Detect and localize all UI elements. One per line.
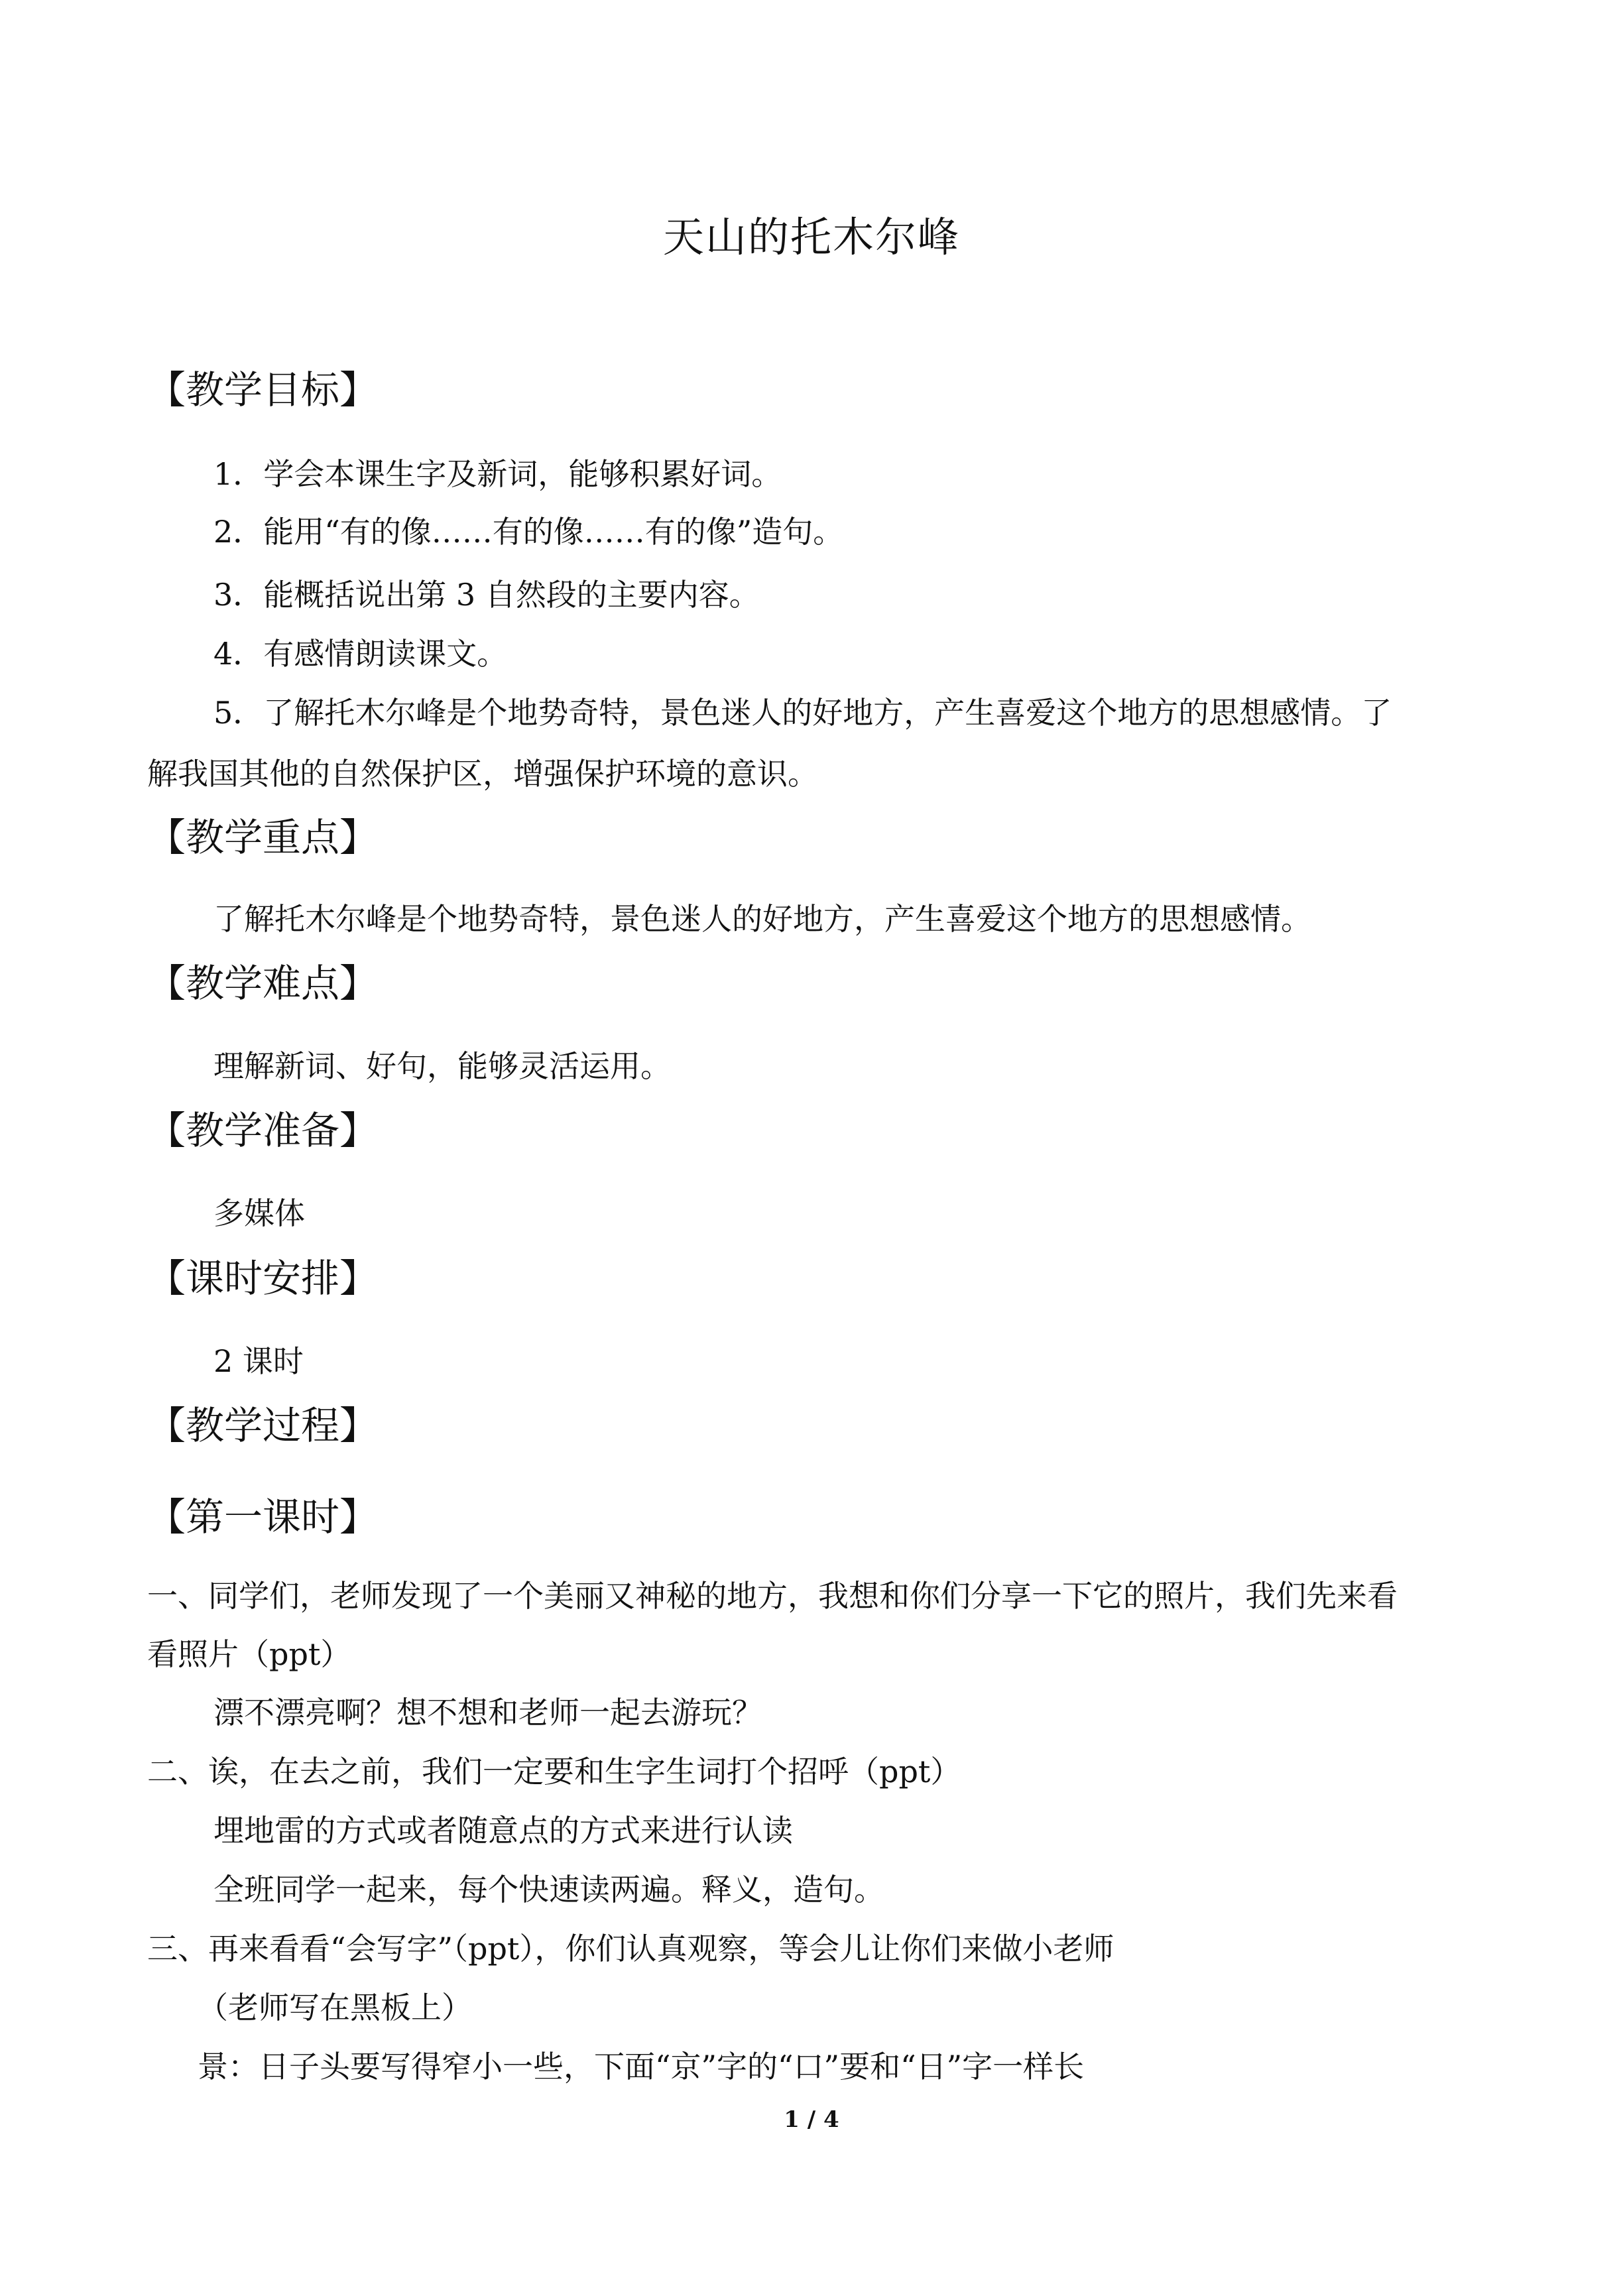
lesson-step-3-character: 景：日子头要写得窄小一些，下面“京”字的“口”要和“日”字一样长 xyxy=(198,2049,1085,2085)
lesson-step-2: 二、诶，在去之前，我们一定要和生字生词打个招呼（ppt） xyxy=(147,1754,961,1789)
document-title: 天山的托木尔峰 xyxy=(662,213,960,261)
difficulties-heading: 【教学难点】 xyxy=(147,961,379,1006)
key-points-text: 了解托木尔峰是个地势奇特，景色迷人的好地方，产生喜爱这个地方的思想感情。 xyxy=(213,901,1311,937)
objective-item-1: 1．学会本课生字及新词，能够积累好词。 xyxy=(213,456,782,492)
page-number: 1 / 4 xyxy=(784,2106,839,2133)
preparation-text: 多媒体 xyxy=(213,1195,305,1231)
first-lesson-heading: 【第一课时】 xyxy=(147,1494,379,1540)
preparation-heading: 【教学准备】 xyxy=(147,1108,379,1153)
objectives-heading: 【教学目标】 xyxy=(147,367,379,412)
lesson-step-1: 一、同学们，老师发现了一个美丽又神秘的地方，我想和你们分享一下它的照片，我们先来看 xyxy=(147,1578,1398,1614)
process-heading: 【教学过程】 xyxy=(147,1403,379,1448)
lesson-step-3: 三、再来看看“会写字”（ppt），你们认真观察，等会儿让你们来做小老师 xyxy=(147,1931,1114,1966)
schedule-text: 2 课时 xyxy=(213,1343,304,1379)
difficulties-text: 理解新词、好句，能够灵活运用。 xyxy=(213,1048,671,1084)
lesson-step-1-continued: 看照片（ppt） xyxy=(147,1636,351,1672)
objective-item-4: 4．有感情朗读课文。 xyxy=(213,636,508,672)
key-points-heading: 【教学重点】 xyxy=(147,815,379,860)
lesson-step-2-method: 埋地雷的方式或者随意点的方式来进行认读 xyxy=(213,1813,793,1848)
objective-item-3: 3．能概括说出第 3 自然段的主要内容。 xyxy=(213,577,760,613)
objective-item-5: 5．了解托木尔峰是个地势奇特，景色迷人的好地方，产生喜爱这个地方的思想感情。了 xyxy=(213,695,1392,731)
lesson-step-2-practice: 全班同学一起来，每个快速读两遍。释义，造句。 xyxy=(213,1872,884,1907)
lesson-step-1-question: 漂不漂亮啊？想不想和老师一起去游玩？ xyxy=(213,1695,762,1730)
objective-item-2: 2．能用“有的像……有的像……有的像”造句。 xyxy=(213,514,844,550)
schedule-heading: 【课时安排】 xyxy=(147,1256,379,1301)
objective-item-5-continued: 解我国其他的自然保护区，增强保护环境的意识。 xyxy=(147,756,818,792)
lesson-step-3-note: （老师写在黑板上） xyxy=(198,1990,472,2025)
